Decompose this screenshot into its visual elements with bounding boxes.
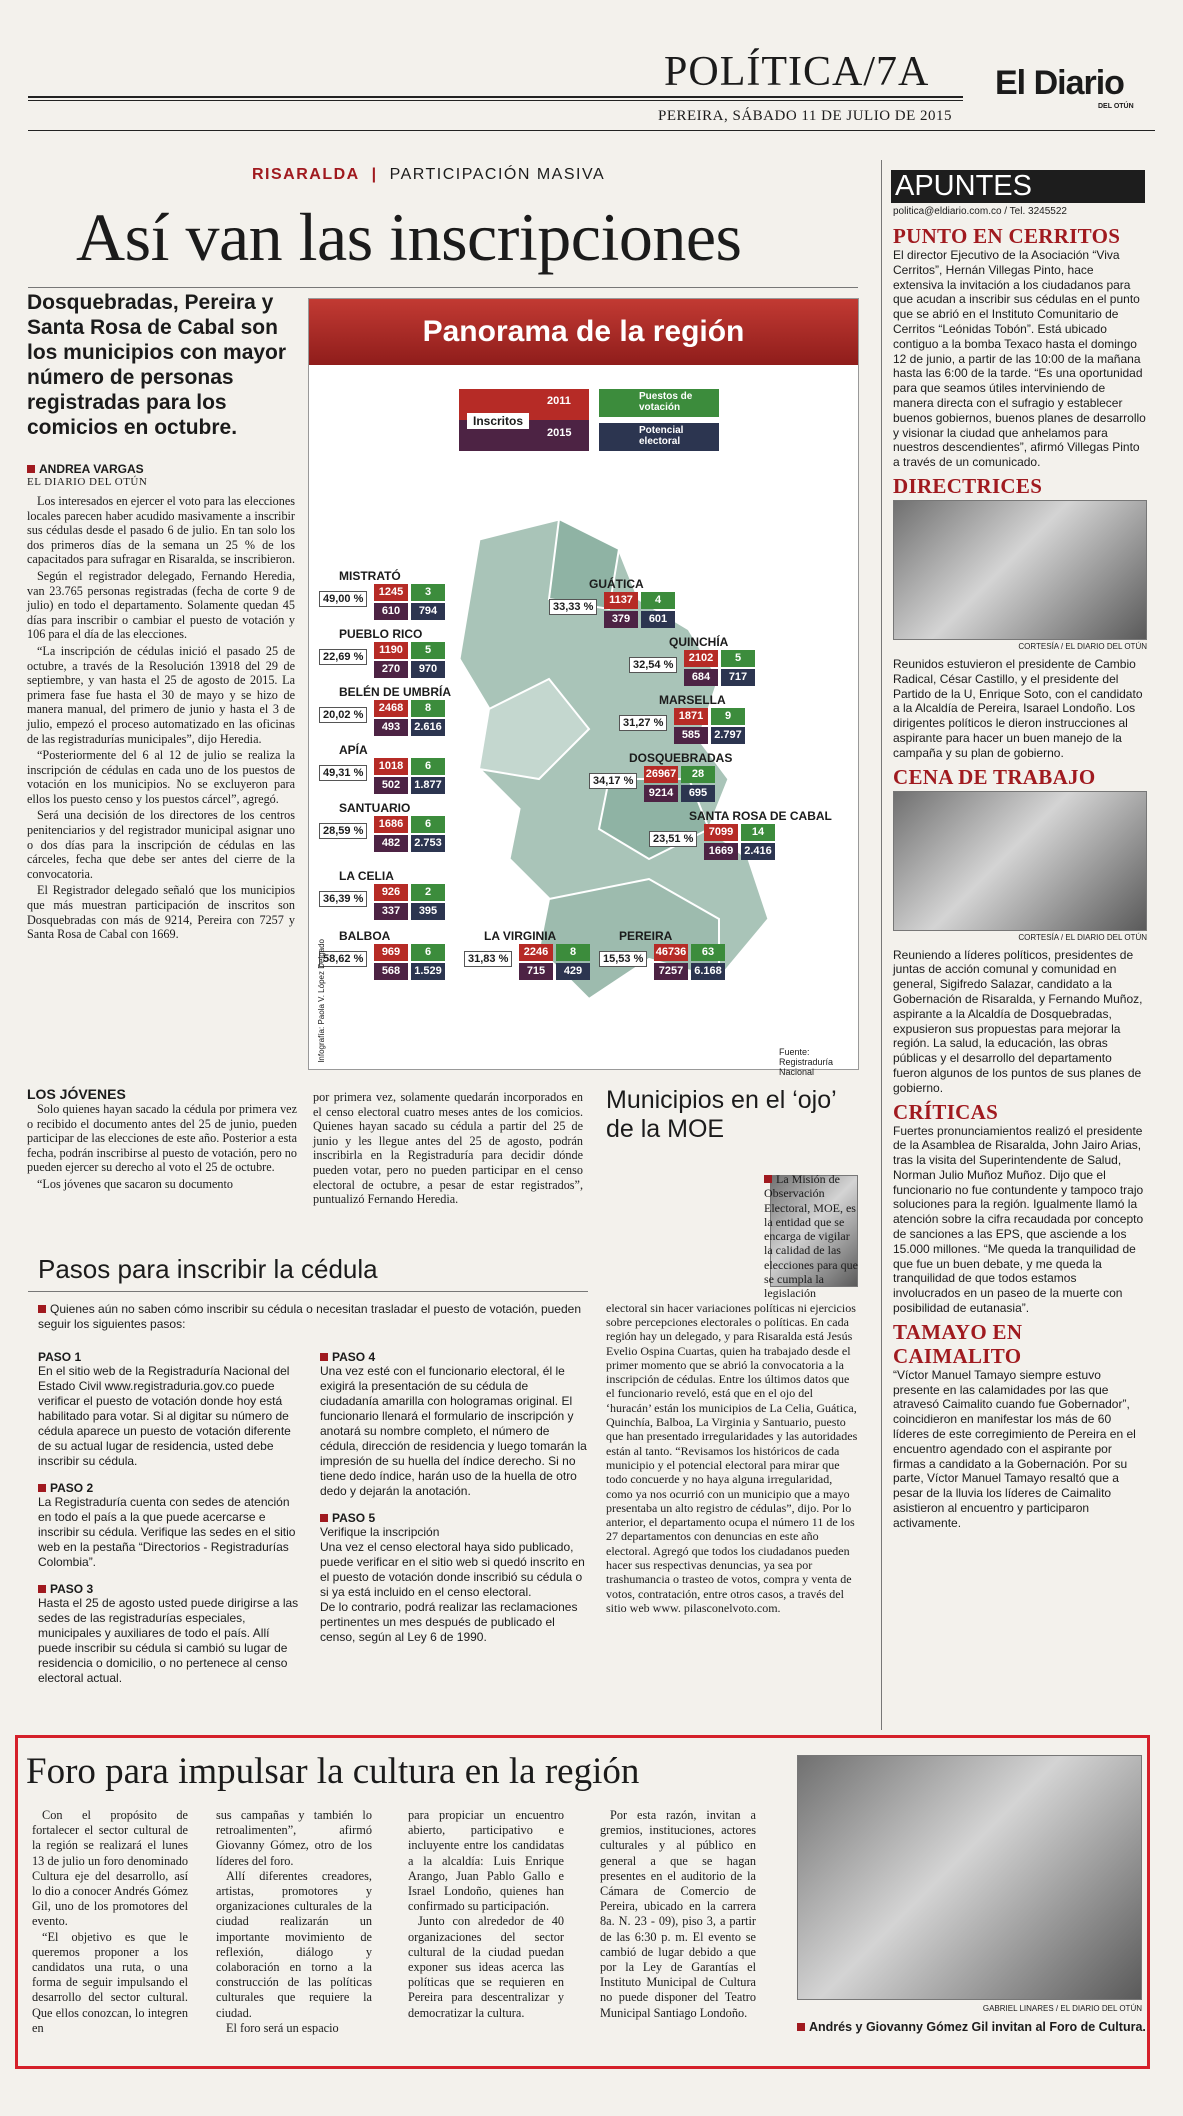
potencial-electoral: 794 (411, 603, 445, 620)
body-paragraph: El Registrador delegado señaló que los municipios que más muestran participación de inscritos son Dosquebradas con más de 9214, Pereira con 7257 y Santa Rosa de Cabal con 1669. (27, 883, 295, 942)
section-title: POLÍTICA/7A (664, 49, 930, 95)
inscritos-2011: 46736 (654, 944, 688, 961)
municipality-percent: 22,69 % (319, 649, 367, 665)
inscritos-2011: 1018 (374, 758, 408, 775)
municipality-percent: 32,54 % (629, 657, 677, 673)
author-org: EL DIARIO DEL OTÚN (27, 476, 148, 488)
moe-title: Municipios en el ‘ojo’ de la MOE (606, 1086, 836, 1143)
sidebar-item-text: El director Ejecutivo de la Asociación “Viva Cerritos”, Hernán Villegas Pinto, hace extensiva la invitación a los ciudadanos para que acudan a inscribir sus cédulas en el punto que se abrió en el Instituto Comunitario de Cerritos “Leónidas Tobón”. Está ubicado contiguo a la bomba Texaco hasta el domingo 12 de junio, a partir de las 10:00 de la mañana hasta las 6:00 de la tarde. “Es una oportunidad para que seamos útiles interviniendo de manera directa con el sufragio y establecer buenos gobiernos, buenos planes de desarrollo y visionar la ciudad que anhelamos para nuestros descendientes”, afirmó Villegas Pinto a través de un comunicado. (893, 248, 1146, 470)
sidebar-photo-credit: CORTESÍA / EL DIARIO DEL OTÚN (1018, 932, 1147, 942)
potencial-electoral: 6.168 (691, 963, 725, 980)
puestos-votacion: 4 (641, 592, 675, 609)
inscritos-2015: 1669 (704, 843, 738, 860)
municipality-name: PEREIRA (619, 929, 673, 943)
article-body (27, 494, 295, 944)
foro-col-1 (32, 1808, 188, 2036)
puestos-votacion: 6 (411, 758, 445, 775)
potencial-electoral: 2.416 (741, 843, 775, 860)
inscritos-2011: 1871 (674, 708, 708, 725)
sidebar-contact: politica@eldiario.com.co / Tel. 3245522 (893, 206, 1067, 217)
jovenes-p2: “Los jóvenes que sacaron su documento (37, 1176, 233, 1191)
municipality-name: SANTA ROSA DE CABAL (689, 809, 832, 823)
sidebar-photo-credit: CORTESÍA / EL DIARIO DEL OTÚN (1018, 641, 1147, 651)
inscritos-2011: 7099 (704, 824, 738, 841)
infographic-credit: Infografía: Paola V. López Delgado (317, 939, 326, 1063)
municipality-name: QUINCHÍA (669, 635, 729, 649)
foro-paragraph: sus campañas y también lo retroalimenten”, afirmó Giovanny Gómez, otro de los líderes del foro. (216, 1808, 372, 1868)
inscritos-2015: 610 (374, 603, 408, 620)
paso-item (320, 1350, 590, 1499)
infographic (308, 298, 859, 1077)
sidebar-photo (893, 500, 1147, 640)
puestos-votacion: 28 (681, 766, 715, 783)
foro-paragraph: para propiciar un encuentro abierto, participativo e incluyente entre los candidatas a la alcaldía: Luis Enrique Arango, Juan Pablo Gallo e Israel Londoño, quienes han confirmado su participación. (408, 1808, 564, 1914)
article-deck: Dosquebradas, Pereira y Santa Rosa de Cabal son los municipios con mayor número de personas registradas para los comicios en octubre. (27, 291, 287, 439)
foro-photo-credit: GABRIEL LINARES / EL DIARIO DEL OTÚN (982, 2004, 1142, 2013)
inscritos-2015: 482 (374, 835, 408, 852)
masthead-rule (28, 96, 963, 98)
paso-text: Hasta el 25 de agosto usted puede dirigirse a las sedes de las registradurías especiales, municipales y auxiliares de todo el país. Allí puede inscribir su cédula si cambió su lugar de residencia o domicilio, o no pertenece al censo electoral actual. (38, 1596, 299, 1685)
municipality-name: DOSQUEBRADAS (629, 751, 733, 765)
sidebar-item (893, 1100, 1147, 1316)
sidebar-item (893, 224, 1147, 470)
municipality-percent: 36,39 % (319, 891, 367, 907)
puestos-votacion: 5 (411, 642, 445, 659)
inscritos-2015: 493 (374, 719, 408, 736)
municipality-percent: 20,02 % (319, 707, 367, 723)
municipality-name: MARSELLA (659, 693, 726, 707)
author-name: ANDREA VARGAS (39, 462, 144, 476)
municipality-name: SANTUARIO (339, 801, 411, 815)
inscritos-2015: 379 (604, 611, 638, 628)
paso-title: PASO 1 (38, 1350, 82, 1364)
jovenes-section (27, 1086, 297, 1194)
legend-2011: 2011 (547, 395, 571, 407)
foro-col-2 (216, 1808, 372, 2036)
municipality-percent: 31,83 % (464, 951, 512, 967)
inscritos-2011: 26967 (644, 766, 678, 783)
inscritos-2011: 926 (374, 884, 408, 901)
municipality-percent: 34,17 % (589, 773, 637, 789)
pasos-intro: Quienes aún no saben cómo inscribir su cédula o necesitan trasladar el puesto de votación, pueden seguir los siguientes pasos: (38, 1302, 582, 1331)
moe-text: La Misión de Observación Electoral, MOE, es la entidad que se encarga de vigilar la calidad de las elecciones para que se cumpla la legislación electoral sin hacer variaciones políticas ni ejercicios sobre percepciones electorales o políticas. En cada región hay un delegado, y para Risaralda está Jesús Evelio Ospina Cuartas, quien ha trabajado desde el primer momento que se abrió la convocatoria a la inscripción de cédulas. Entre los últimos datos que el funcionario reveló, está que en el ojo del ‘huracán’ están los municipios de La Celia, Guática, Quinchía, Balboa, La Virginia y Santuario, puesto que han presentado irregularidades y las autoridades están al tanto. “Revisamos los históricos de cada municipio y el potencial electoral para mirar que todo concuerde y no haya alguna irregularidad, como ya nos ocurrió con un municipio que a mayo presentaba un alto registro de cédulas”, dijo. Por lo anterior, el departamento ocupa el número 11 de los 27 departamentos con denuncias en este año electoral. Agregó que todos los ciudadanos pueden hacer sus respectivas denuncias, ya sea por trashumancia o trasteo de votos, compra y venta de votos, contratación, entre otros casos, a través del sitio web www. pilasconelvoto.com. (606, 1172, 858, 1615)
body-paragraph: “La inscripción de cédulas inició el pasado 25 de octubre, a través de la Resolución 13918 del 29 de septiembre, y van hasta el 25 de agosto de 2015. La primera fase fue hasta el 30 de mayo y se hizo de manera manual, del primero de junio y hasta el 3 de julio, empezó el proceso automatizado en las oficinas de las registradurías municipales”, dijo Heredia. (27, 643, 295, 746)
foro-paragraph: “El objetivo es que le queremos proponer a los candidatos una ruta, o una forma de seguir impulsando el desarrollo del sector cultural. Que ellos conozcan, lo integren en (32, 1929, 188, 2035)
inscritos-2015: 270 (374, 661, 408, 678)
municipality-percent: 28,59 % (319, 823, 367, 839)
inscritos-2015: 7257 (654, 963, 688, 980)
body-paragraph: Los interesados en ejercer el voto para las elecciones locales parecen haber acudido masivamente a inscribir sus cédulas desde el pasado 6 de julio. En tan solo los dos primeros días de la semana un 25 % de los capacitados para sufragar en Risaralda, se inscribieron. (27, 494, 296, 567)
municipality-name: LA VIRGINIA (484, 929, 557, 943)
puestos-votacion: 2 (411, 884, 445, 901)
inscritos-2011: 1686 (374, 816, 408, 833)
municipality-percent: 33,33 % (549, 599, 597, 615)
potencial-electoral: 1.877 (411, 777, 445, 794)
pasos-col-right (320, 1350, 590, 1657)
municipality-name: BELÉN DE UMBRÍA (339, 685, 452, 699)
municipality-name: PUEBLO RICO (339, 627, 423, 641)
municipality-name: BALBOA (339, 929, 391, 943)
pasos-col-left (38, 1350, 303, 1698)
main-headline: Así van las inscripciones (76, 199, 742, 275)
inscritos-2011: 2102 (684, 650, 718, 667)
municipality-name: APÍA (339, 743, 368, 757)
sidebar-item-heading: DIRECTRICES (893, 473, 1043, 498)
potencial-electoral: 395 (411, 903, 445, 920)
puestos-votacion: 3 (411, 584, 445, 601)
pasos-title: Pasos para inscribir la cédula (38, 1254, 378, 1284)
paso-item (38, 1582, 303, 1686)
paso-item (38, 1350, 303, 1469)
sidebar-item-text: Reuniendo a líderes políticos, presidentes de juntas de acción comunal y comunidad en general, Sigifredo Salazar, candidato a la Gobernación de Risaralda, y Fernando Muñoz, aspirante a la Alcaldía de Dosquebradas, expusieron sus propuestas para mejorar la región. La salud, la educación, las obras públicas y el desarrollo del departamento fueron algunos de los puntos de sus planes de gobierno. (893, 947, 1143, 1095)
sidebar-item (893, 474, 1147, 761)
sidebar-item (893, 765, 1147, 1096)
inscritos-2015: 502 (374, 777, 408, 794)
inscritos-2015: 9214 (644, 785, 678, 802)
sidebar-item-heading: CENA DE TRABAJO (893, 764, 1096, 789)
kicker-topic: PARTICIPACIÓN MASIVA (389, 166, 606, 183)
sidebar-item-heading: PUNTO EN CERRITOS (893, 224, 1121, 248)
sidebar-items (893, 224, 1147, 1535)
foro-col-4 (600, 1808, 756, 2021)
paso-title: PASO 2 (38, 1481, 303, 1495)
kicker-place: RISARALDA (252, 166, 360, 183)
jovenes-p1: Solo quienes hayan sacado la cédula por primera vez o recibido el documento antes del 25 de junio, pueden participar de las elecciones de este año. Posterior a esta fecha, podrán inscribirse al puesto de votación, pero no pueden ejercer su derecho al voto el 25 de octubre. (27, 1102, 297, 1175)
foro-paragraph: Junto con alrededor de 40 organizaciones del sector cultural de la ciudad puedan exponer sus ideas acerca las políticas que se requieren en Pereira para descentralizar y democratizar la cultura. (408, 1914, 564, 2020)
inscritos-2011: 2468 (374, 700, 408, 717)
sidebar-item-text: “Víctor Manuel Tamayo siempre estuvo presente en las calamidades por las que atravesó Caimalito cuando fue Gobernador”, coincidieron en manifestar los más de 60 líderes de este corregimiento de Pereira en el encuentro agendado con el aspirante por firmas a candidato a la Gobernación. Por su parte, Víctor Manuel Tamayo resaltó que a pesar de la lluvia los líderes de Caimalito asistieron al encuentro y participaron activamente. (893, 1367, 1136, 1530)
legend-puestos: Puestos de votación (599, 389, 719, 417)
puestos-votacion: 6 (411, 816, 445, 833)
inscritos-2011: 1190 (374, 642, 408, 659)
potencial-electoral: 717 (721, 669, 755, 686)
puestos-votacion: 8 (556, 944, 590, 961)
paso-item (38, 1481, 303, 1570)
sidebar-item (893, 1320, 1147, 1531)
municipality-percent: 23,51 % (649, 831, 697, 847)
potencial-electoral: 1.529 (411, 963, 445, 980)
foro-title: Foro para impulsar la cultura en la región (26, 1751, 640, 1792)
puestos-votacion: 5 (721, 650, 755, 667)
sidebar-divider (881, 160, 882, 1730)
inscritos-2015: 585 (674, 727, 708, 744)
moe-body (606, 1172, 858, 1615)
inscritos-2015: 337 (374, 903, 408, 920)
sidebar-item-text: Fuertes pronunciamientos realizó el presidente de la Asamblea de Risaralda, John Jairo Arias, tras la visita del Superintendente de Salud, Norman Julio Muñoz Muñoz. Dijo que el funcionario no fue contundente y tampoco trajo soluciones para la región. Igualmente llamó la atención sobre la cifra recaudada por concepto de sanciones a las EPS, que asciende a los 15.000 millones. “Me queda la tranquilidad de que fue un buen debate, y me queda la tranquilidad de que todos estamos involucrados en un paseo de la muerte con posibilidad de eutanasia”. (893, 1123, 1144, 1316)
pasos-rule (28, 1291, 588, 1292)
inscritos-2011: 1137 (604, 592, 638, 609)
masthead-rule-bottom (28, 130, 1155, 131)
paso-item (320, 1511, 590, 1645)
foro-paragraph: Por esta razón, invitan a gremios, instituciones, actores culturales y al público en general a que se hagan presentes en el auditorio de la Cámara de Comercio de Pereira, ubicado en la carrera 8a. N. 23 - 09), piso 3, a partir de las 6:30 p. m. El evento se cambió de lugar debido a que por la Ley de Garantías el Instituto Municipal de Cultura no puede disponer del Teatro Municipal Santiago Londoño. (600, 1808, 756, 2020)
paso-title: PASO 4 (320, 1350, 590, 1364)
paso-text: Una vez esté con el funcionario electoral, él le exigirá la presentación de su cédula de ciudadanía amarilla con hologramas original. El funcionario llenará el formulario de inscripción y anotará su nombre completo, el número de cédula, dirección de residencia y luego tomarán la impresión de su huella del índice derecho. Si no tiene dedo índice, harán uso de la huella de otro dedo y dejarán la anotación. (320, 1364, 587, 1498)
puestos-votacion: 6 (411, 944, 445, 961)
legend-inscritos: Inscritos (467, 413, 529, 429)
legend-potencial: Potencial electoral (599, 423, 719, 451)
municipality-name: MISTRATÓ (339, 569, 401, 583)
potencial-electoral: 2.753 (411, 835, 445, 852)
foro-paragraph: Allí diferentes creadores, artistas, promotores y organizaciones culturales de la ciudad realizarán un importante movimiento de reflexión, diálogo y colaboración en torno a la construcción de las políticas culturales que requiere la ciudad. (216, 1868, 372, 2020)
foro-paragraph: Con el propósito de fortalecer el sector cultural de la región se realizará el lunes 13 de julio un foro denominado Cultura eje del desarrollo, así lo dio a conocer Andrés Gómez Gil, uno de los promotores del evento. (32, 1808, 188, 1929)
headline-rule (28, 287, 858, 288)
body-paragraph: “Posteriormente del 6 al 12 de julio se realiza la inscripción de cédulas en cada uno de los puestos de votación en los municipios. No se excluyeron para ellos los puesto censo y los puestos cárcel”, agregó. (27, 748, 295, 806)
puestos-votacion: 8 (411, 700, 445, 717)
inscritos-2011: 969 (374, 944, 408, 961)
municipality-percent: 49,00 % (319, 591, 367, 607)
inscritos-2015: 715 (519, 963, 553, 980)
municipality-percent: 31,27 % (619, 715, 667, 731)
paso-title: PASO 5 (320, 1511, 590, 1525)
paso-text: La Registraduría cuenta con sedes de atención en todo el país a la que puede acercarse e inscribir su cédula. Verifique las sedes en el sitio web en la pestaña “Directorios - Registradurías Colombia”. (38, 1495, 296, 1569)
sidebar-title: APUNTES (891, 170, 1145, 203)
newspaper-logo-sub: DEL OTÚN (1098, 103, 1134, 110)
issue-date: PEREIRA, SÁBADO 11 DE JULIO DE 2015 (658, 108, 953, 124)
sidebar-item-heading: TAMAYO EN CAIMALITO (893, 1319, 1023, 1368)
body-paragraph: Será una decisión de los directores de los centros penitenciarios y del registrador municipal asignar uno o dos días para la inscripción de cédulas en las cárceles, fecha que debe ser antes del cierre de la convocatoria. (27, 808, 295, 881)
municipality-percent: 15,53 % (599, 951, 647, 967)
infographic-source: Fuente: Registraduría Nacional (779, 1047, 834, 1077)
kicker (252, 166, 605, 184)
inscritos-2015: 568 (374, 963, 408, 980)
foro-paragraph: El foro será un espacio (226, 2020, 339, 2035)
municipality-name: LA CELIA (339, 869, 394, 883)
puestos-votacion: 14 (741, 824, 775, 841)
sidebar-photo (893, 791, 1147, 931)
inscritos-2011: 1245 (374, 584, 408, 601)
paso-text: Verifique la inscripción Una vez el censo electoral haya sido publicado, puede verificar en el sitio web si quedó inscrito en el puesto de votación donde inscribió su cédula o si ya está incluido en el censo electoral. De lo contrario, podrá realizar las reclamaciones pertinentes un mes después de publicado el censo, según al Ley 6 de 1990. (320, 1525, 585, 1644)
jovenes-title: LOS JÓVENES (27, 1086, 126, 1102)
foro-col-3 (408, 1808, 564, 2021)
paso-title: PASO 3 (38, 1582, 303, 1596)
sidebar-item-text: Reunidos estuvieron el presidente de Cambio Radical, César Castillo, y el presidente del Partido de la U, Enrique Soto, con el candidato a la Alcaldía de Pereira, Isarael Londoño. Los dirigentes políticos le dieron instrucciones al aspirante para hacer un buen manejo de la campaña y su plan de gobierno. (893, 656, 1143, 760)
masthead-rule-thin (28, 100, 963, 101)
puestos-votacion: 63 (691, 944, 725, 961)
sidebar-item-heading: CRÍTICAS (893, 1099, 999, 1124)
kicker-separator: | (371, 166, 378, 183)
inscritos-2011: 2246 (519, 944, 553, 961)
potencial-electoral: 695 (681, 785, 715, 802)
infographic-title: Panorama de la región (309, 299, 858, 365)
paso-text: En el sitio web de la Registraduría Nacional del Estado Civil www.registraduria.gov.co puede verificar el puesto de votación donde hoy está habilitado para votar. Si al digitar su número de cédula aparece un puesto de votación diferente de su actual lugar de residencia, usted debe inscribir su cédula. (38, 1364, 291, 1468)
article-byline (27, 462, 295, 488)
potencial-electoral: 2.616 (411, 719, 445, 736)
potencial-electoral: 429 (556, 963, 590, 980)
municipality-percent: 49,31 % (319, 765, 367, 781)
foro-photo (797, 1755, 1142, 2000)
moe-section (606, 1086, 858, 1144)
inscritos-2015: 684 (684, 669, 718, 686)
potencial-electoral: 2.797 (711, 727, 745, 744)
legend-2015: 2015 (547, 427, 572, 439)
foro-photo-caption: Andrés y Giovanny Gómez Gil invitan al Foro de Cultura. (797, 2020, 1146, 2034)
jovenes-continued: por primera vez, solamente quedarán incorporados en el censo electoral cuatro meses antes de los comicios. Quienes hayan sacado su cédula a partir del 25 de junio y les llegue antes del 25 de agosto, podrán inscribirla en la Registraduría para decidir dónde pueden votar, pero no pueden participar en el censo electoral de octubre, a pesar de estar registrados”, puntualizó Fernando Heredia. (313, 1090, 583, 1207)
puestos-votacion: 9 (711, 708, 745, 725)
potencial-electoral: 970 (411, 661, 445, 678)
municipality-percent: 58,62 % (319, 951, 367, 967)
newspaper-logo: El Diario (995, 64, 1124, 102)
body-paragraph: Según el registrador delegado, Fernando Heredia, van 23.765 personas registradas (fecha de corte 9 de julio) en todo el departamento. Solamente quedan 45 días para inscribir o cambiar el puesto de votación y 106 para el día de las elecciones. (27, 568, 295, 642)
potencial-electoral: 601 (641, 611, 675, 628)
municipality-name: GUÁTICA (589, 577, 644, 591)
